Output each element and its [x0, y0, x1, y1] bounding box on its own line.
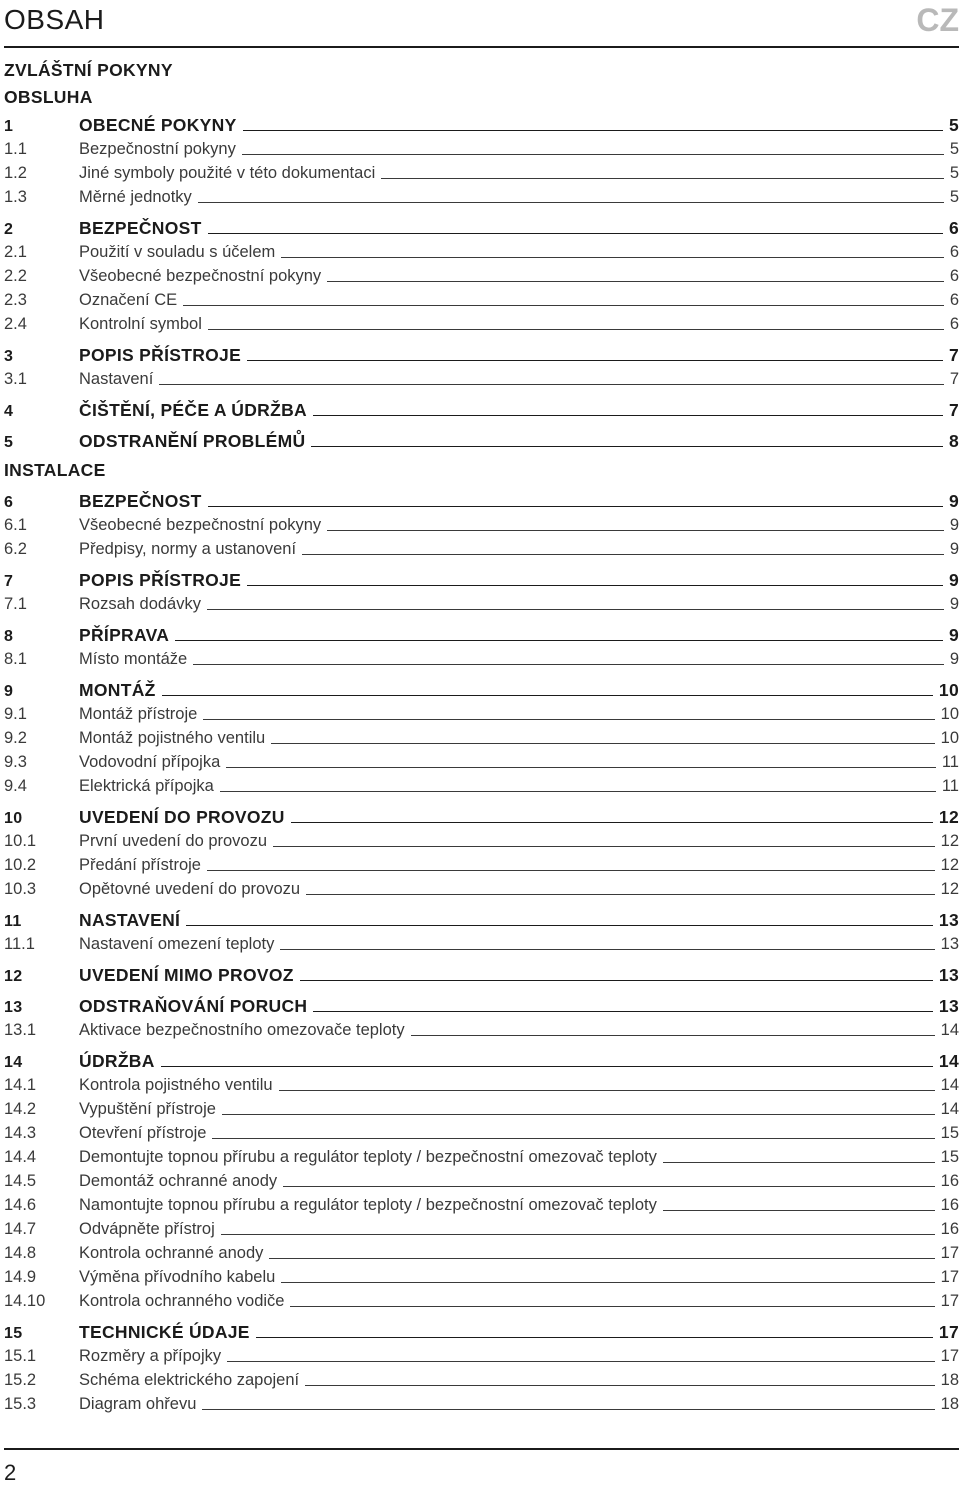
toc-entry-page: 13 — [938, 996, 959, 1016]
toc-subsection-row[interactable] — [4, 1289, 959, 1313]
toc-entry-title: OBECNÉ POKYNY — [79, 115, 237, 135]
toc-subsection-row[interactable] — [4, 1265, 959, 1289]
toc-subsection-row[interactable] — [4, 1368, 959, 1392]
toc-entry-page: 11 — [941, 777, 959, 795]
toc-entry-number: 14.9 — [4, 1268, 37, 1286]
toc-leader-line — [280, 935, 934, 950]
toc-leader-line — [202, 1395, 934, 1410]
section-heading-zvlastni-pokyny: ZVLÁŠTNÍ POKYNY — [4, 60, 173, 80]
toc-subsection-row[interactable] — [4, 1018, 959, 1042]
toc-entry-title: Rozsah dodávky — [79, 595, 201, 613]
toc-entry-title: Kontrola ochranné anody — [79, 1244, 264, 1262]
toc-entry-page: 13 — [940, 935, 959, 953]
toc-subsection-row[interactable] — [4, 592, 959, 616]
toc-entry-page: 15 — [940, 1124, 959, 1142]
toc-entry-number: 5 — [4, 434, 14, 451]
toc-entry-title: Montáž pojistného ventilu — [79, 729, 266, 747]
toc-entry-page: 14 — [938, 1051, 959, 1071]
section-heading-obsluha: OBSLUHA — [4, 87, 93, 107]
toc-entry-page: 8 — [948, 431, 959, 451]
toc-entry-page: 9 — [949, 650, 959, 668]
toc-entry-page: 5 — [949, 140, 959, 158]
toc-entry-page: 11 — [941, 753, 959, 771]
toc-entry-page: 16 — [940, 1196, 959, 1214]
toc-leader-line — [305, 1371, 935, 1386]
toc-entry-page: 9 — [949, 595, 959, 613]
toc-entry-title: První uvedení do provozu — [79, 832, 268, 850]
toc-entry-title: Jiné symboly použité v této dokumentaci — [79, 164, 376, 182]
toc-entry-page: 6 — [949, 267, 959, 285]
toc-entry-title: ODSTRANĚNÍ PROBLÉMŮ — [79, 431, 306, 451]
toc-leader-line — [411, 1021, 935, 1036]
toc-entry-title: Všeobecné bezpečnostní pokyny — [79, 516, 322, 534]
toc-entry-number: 14.3 — [4, 1124, 37, 1142]
toc-leader-line — [273, 832, 935, 847]
toc-chapter-row[interactable] — [4, 994, 959, 1018]
toc-entry-number: 1.2 — [4, 164, 27, 182]
toc-entry-title: Předání přístroje — [79, 856, 201, 874]
toc-leader-line — [663, 1196, 935, 1211]
toc-subsection-row[interactable] — [4, 1392, 959, 1416]
toc-subsection-row[interactable] — [4, 137, 959, 161]
toc-leader-line — [269, 1244, 934, 1259]
toc-entry-title: Demontujte topnou přírubu a regulátor teploty / bezpečnostní omezovač teploty — [79, 1148, 657, 1166]
toc-entry-number: 2 — [4, 221, 14, 238]
toc-entry-page: 10 — [940, 729, 959, 747]
toc-entry-number: 14.10 — [4, 1292, 46, 1310]
toc-entry-number: 9.3 — [4, 753, 27, 771]
toc-subsection-row[interactable] — [4, 1121, 959, 1145]
toc-entry-number: 10 — [4, 810, 23, 827]
page-title: OBSAH — [4, 4, 105, 35]
toc-entry-number: 2.2 — [4, 267, 27, 285]
toc-entry-page: 13 — [938, 910, 959, 930]
toc-leader-line — [207, 595, 944, 610]
toc-leader-line — [159, 370, 944, 385]
toc-entry-number: 2.4 — [4, 315, 27, 333]
toc-entry-title: Výměna přívodního kabelu — [79, 1268, 276, 1286]
toc-chapter-row[interactable] — [4, 805, 959, 829]
toc-entry-title: Použití v souladu s účelem — [79, 243, 276, 261]
toc-leader-line — [381, 164, 944, 179]
toc-leader-line — [183, 291, 944, 306]
toc-subsection-row[interactable] — [4, 774, 959, 798]
toc-entry-title: Opětovné uvedení do provozu — [79, 880, 301, 898]
toc-entry-title: Rozměry a přípojky — [79, 1347, 222, 1365]
toc-subsection-row[interactable] — [4, 264, 959, 288]
toc-subsection-row[interactable] — [4, 1241, 959, 1265]
toc-entry-page: 6 — [949, 315, 959, 333]
toc-leader-line — [193, 650, 944, 665]
toc-leader-line — [242, 140, 944, 155]
toc-entry-title: TECHNICKÉ ÚDAJE — [79, 1322, 250, 1342]
toc-entry-title: Odvápněte přístroj — [79, 1220, 215, 1238]
toc-entry-title: Předpisy, normy a ustanovení — [79, 540, 297, 558]
toc-entry-page: 17 — [940, 1244, 959, 1262]
toc-entry-number: 7 — [4, 573, 14, 590]
toc-entry-title: Nastavení omezení teploty — [79, 935, 275, 953]
toc-entry-title: ODSTRAŇOVÁNÍ PORUCH — [79, 996, 308, 1016]
toc-chapter-row[interactable] — [4, 623, 959, 647]
toc-subsection-row[interactable] — [4, 185, 959, 209]
toc-entry-title: Namontujte topnou přírubu a regulátor teploty / bezpečnostní omezovač teploty — [79, 1196, 657, 1214]
toc-entry-number: 9.2 — [4, 729, 27, 747]
toc-entry-number: 15.2 — [4, 1371, 37, 1389]
toc-leader-line — [208, 315, 944, 330]
toc-leader-line — [313, 401, 943, 416]
toc-leader-line — [198, 188, 944, 203]
toc-leader-line — [256, 1323, 933, 1338]
page-number: 2 — [4, 1460, 17, 1485]
toc-entry-number: 14.5 — [4, 1172, 37, 1190]
toc-chapter-row[interactable] — [4, 908, 959, 932]
toc-entry-title: UVEDENÍ DO PROVOZU — [79, 807, 285, 827]
toc-subsection-row[interactable] — [4, 1169, 959, 1193]
toc-entry-title: BEZPEČNOST — [79, 218, 202, 238]
toc-leader-line — [311, 432, 943, 447]
toc-entry-number: 2.3 — [4, 291, 27, 309]
toc-leader-line — [221, 1220, 935, 1235]
toc-leader-line — [306, 880, 935, 895]
toc-leader-line — [220, 777, 936, 792]
toc-list-instalace — [4, 489, 959, 1416]
toc-entry-number: 13.1 — [4, 1021, 37, 1039]
toc-leader-line — [186, 911, 933, 926]
toc-leader-line — [207, 856, 935, 871]
toc-subsection-row[interactable] — [4, 1193, 959, 1217]
toc-subsection-row[interactable] — [4, 726, 959, 750]
page-header — [4, 0, 959, 48]
toc-entry-page: 17 — [940, 1292, 959, 1310]
toc-subsection-row[interactable] — [4, 1073, 959, 1097]
toc-entry-number: 14.4 — [4, 1148, 37, 1166]
toc-entry-title: Měrné jednotky — [79, 188, 192, 206]
toc-entry-number: 8.1 — [4, 650, 27, 668]
toc-entry-title: Elektrická přípojka — [79, 777, 214, 795]
toc-entry-number: 9.4 — [4, 777, 27, 795]
toc-entry-page: 9 — [948, 625, 959, 645]
toc-leader-line — [327, 516, 944, 531]
toc-entry-page: 17 — [940, 1347, 959, 1365]
toc-subsection-row[interactable] — [4, 1217, 959, 1241]
toc-entry-page: 12 — [940, 880, 959, 898]
toc-entry-title: Kontrola ochranného vodiče — [79, 1292, 285, 1310]
toc-subsection-row[interactable] — [4, 750, 959, 774]
toc-entry-title: Montáž přístroje — [79, 705, 198, 723]
toc-leader-line — [300, 966, 933, 981]
toc-entry-number: 2.1 — [4, 243, 27, 261]
toc-entry-number: 14.8 — [4, 1244, 37, 1262]
toc-subsection-row[interactable] — [4, 1097, 959, 1121]
toc-leader-line — [247, 346, 943, 361]
toc-subsection-row[interactable] — [4, 367, 959, 391]
toc-entry-title: Diagram ohřevu — [79, 1395, 197, 1413]
toc-entry-number: 7.1 — [4, 595, 27, 613]
page-footer — [4, 1448, 959, 1485]
toc-entry-page: 10 — [938, 680, 959, 700]
toc-subsection-row[interactable] — [4, 853, 959, 877]
toc-leader-line — [222, 1100, 935, 1115]
toc-entry-title: BEZPEČNOST — [79, 491, 202, 511]
toc-entry-page: 6 — [949, 243, 959, 261]
toc-leader-line — [208, 219, 943, 234]
toc-entry-number: 15.3 — [4, 1395, 37, 1413]
toc-entry-page: 9 — [948, 491, 959, 511]
toc-entry-page: 12 — [940, 856, 959, 874]
toc-subsection-row[interactable] — [4, 647, 959, 671]
toc-leader-line — [327, 267, 944, 282]
toc-chapter-row[interactable] — [4, 343, 959, 367]
toc-entry-page: 17 — [940, 1268, 959, 1286]
toc-leader-line — [247, 571, 943, 586]
toc-subsection-row[interactable] — [4, 240, 959, 264]
toc-leader-line — [283, 1172, 935, 1187]
toc-subsection-row[interactable] — [4, 829, 959, 853]
toc-entry-number: 14 — [4, 1054, 23, 1071]
toc-entry-number: 15 — [4, 1325, 23, 1342]
toc-entry-title: Bezpečnostní pokyny — [79, 140, 236, 158]
toc-entry-page: 6 — [948, 218, 959, 238]
toc-entry-page: 5 — [949, 188, 959, 206]
toc-entry-page: 15 — [940, 1148, 959, 1166]
toc-chapter-row[interactable] — [4, 963, 959, 987]
toc-entry-number: 14.7 — [4, 1220, 37, 1238]
toc-entry-title: ČIŠTĚNÍ, PÉČE A ÚDRŽBA — [79, 400, 307, 420]
toc-entry-number: 1.3 — [4, 188, 27, 206]
toc-entry-title: Schéma elektrického zapojení — [79, 1371, 300, 1389]
toc-entry-title: Kontrolní symbol — [79, 315, 202, 333]
toc-leader-line — [162, 681, 933, 696]
toc-entry-title: NASTAVENÍ — [79, 910, 181, 930]
language-badge: CZ — [916, 2, 959, 38]
toc-entry-title: PŘÍPRAVA — [79, 625, 170, 645]
toc-entry-title: Demontáž ochranné anody — [79, 1172, 278, 1190]
toc-subsection-row[interactable] — [4, 537, 959, 561]
toc-entry-page: 16 — [940, 1220, 959, 1238]
toc-leader-line — [243, 116, 943, 131]
toc-chapter-row[interactable] — [4, 489, 959, 513]
toc-entry-number: 14.1 — [4, 1076, 37, 1094]
toc-subsection-row[interactable] — [4, 1344, 959, 1368]
toc-chapter-row[interactable] — [4, 568, 959, 592]
toc-entry-number: 6.2 — [4, 540, 27, 558]
toc-subsection-row[interactable] — [4, 877, 959, 901]
toc-entry-page: 16 — [940, 1172, 959, 1190]
toc-entry-number: 12 — [4, 968, 23, 985]
toc-leader-line — [290, 1292, 934, 1307]
toc-entry-page: 9 — [949, 540, 959, 558]
toc-leader-line — [281, 1268, 934, 1283]
toc-entry-title: UVEDENÍ MIMO PROVOZ — [79, 965, 294, 985]
toc-leader-line — [279, 1076, 935, 1091]
toc-subsection-row[interactable] — [4, 312, 959, 336]
toc-entry-number: 8 — [4, 628, 14, 645]
toc-entry-page: 6 — [949, 291, 959, 309]
toc-entry-number: 10.2 — [4, 856, 37, 874]
toc-chapter-row[interactable] — [4, 1049, 959, 1073]
toc-leader-line — [663, 1148, 935, 1163]
toc-entry-page: 12 — [938, 807, 959, 827]
toc-entry-number: 14.6 — [4, 1196, 37, 1214]
toc-entry-page: 14 — [940, 1021, 959, 1039]
toc-entry-page: 13 — [938, 965, 959, 985]
toc-entry-title: Otevření přístroje — [79, 1124, 207, 1142]
toc-entry-number: 6 — [4, 494, 14, 511]
toc-chapter-row[interactable] — [4, 678, 959, 702]
toc-entry-title: Všeobecné bezpečnostní pokyny — [79, 267, 322, 285]
toc-entry-title: POPIS PŘÍSTROJE — [79, 345, 242, 365]
toc-subsection-row[interactable] — [4, 1145, 959, 1169]
toc-chapter-row[interactable] — [4, 429, 959, 453]
toc-entry-page: 14 — [940, 1100, 959, 1118]
toc-entry-title: Vypuštění přístroje — [79, 1100, 216, 1118]
toc-entry-number: 13 — [4, 999, 23, 1016]
toc-leader-line — [161, 1052, 933, 1067]
toc-leader-line — [271, 729, 934, 744]
toc-entry-title: POPIS PŘÍSTROJE — [79, 570, 242, 590]
toc-entry-title: ÚDRŽBA — [79, 1051, 155, 1071]
toc-entry-page: 12 — [940, 832, 959, 850]
toc-entry-title: Vodovodní přípojka — [79, 753, 221, 771]
toc-entry-title: Kontrola pojistného ventilu — [79, 1076, 273, 1094]
toc-entry-number: 3.1 — [4, 370, 27, 388]
toc-entry-title: Místo montáže — [79, 650, 188, 668]
toc-subsection-row[interactable] — [4, 932, 959, 956]
toc-entry-title: MONTÁŽ — [79, 680, 156, 700]
toc-leader-line — [227, 1347, 935, 1362]
toc-leader-line — [203, 705, 934, 720]
toc-entry-number: 11 — [4, 913, 22, 930]
toc-entry-number: 10.3 — [4, 880, 37, 898]
toc-entry-number: 14.2 — [4, 1100, 37, 1118]
toc-entry-page: 9 — [949, 516, 959, 534]
toc-entry-page: 7 — [948, 400, 959, 420]
toc-entry-page: 17 — [938, 1322, 959, 1342]
toc-leader-line — [226, 753, 936, 768]
toc-entry-number: 1.1 — [4, 140, 27, 158]
toc-entry-page: 14 — [940, 1076, 959, 1094]
toc-entry-number: 15.1 — [4, 1347, 37, 1365]
toc-chapter-row[interactable] — [4, 113, 959, 137]
toc-entry-title: Aktivace bezpečnostního omezovače teploty — [79, 1021, 405, 1039]
toc-leader-line — [212, 1124, 934, 1139]
toc-leader-line — [313, 997, 933, 1012]
toc-entry-title: Nastavení — [79, 370, 154, 388]
section-heading-instalace: INSTALACE — [4, 460, 106, 480]
toc-list-obsluha — [4, 113, 959, 453]
toc-leader-line — [291, 808, 933, 823]
toc-entry-title: Označení CE — [79, 291, 178, 309]
toc-entry-number: 1 — [4, 118, 14, 135]
toc-subsection-row[interactable] — [4, 513, 959, 537]
toc-leader-line — [302, 540, 944, 555]
toc-entry-number: 6.1 — [4, 516, 27, 534]
toc-subsection-row[interactable] — [4, 702, 959, 726]
toc-entry-number: 9.1 — [4, 705, 27, 723]
toc-entry-page: 7 — [948, 345, 959, 365]
toc-entry-page: 9 — [948, 570, 959, 590]
toc-entry-page: 18 — [940, 1371, 959, 1389]
toc-leader-line — [281, 243, 944, 258]
toc-entry-number: 10.1 — [4, 832, 37, 850]
toc-leader-line — [208, 492, 943, 507]
toc-entry-number: 11.1 — [4, 935, 35, 953]
toc-leader-line — [175, 626, 943, 641]
toc-subsection-row[interactable] — [4, 288, 959, 312]
table-of-contents — [4, 56, 959, 1416]
toc-entry-page: 18 — [940, 1395, 959, 1413]
toc-chapter-row[interactable] — [4, 398, 959, 422]
toc-entry-page: 7 — [949, 370, 959, 388]
toc-entry-page: 10 — [940, 705, 959, 723]
toc-entry-number: 4 — [4, 403, 14, 420]
toc-subsection-row[interactable] — [4, 161, 959, 185]
toc-entry-page: 5 — [949, 164, 959, 182]
toc-chapter-row[interactable] — [4, 1320, 959, 1344]
toc-entry-number: 9 — [4, 683, 14, 700]
toc-entry-page: 5 — [948, 115, 959, 135]
toc-chapter-row[interactable] — [4, 216, 959, 240]
toc-entry-number: 3 — [4, 348, 14, 365]
